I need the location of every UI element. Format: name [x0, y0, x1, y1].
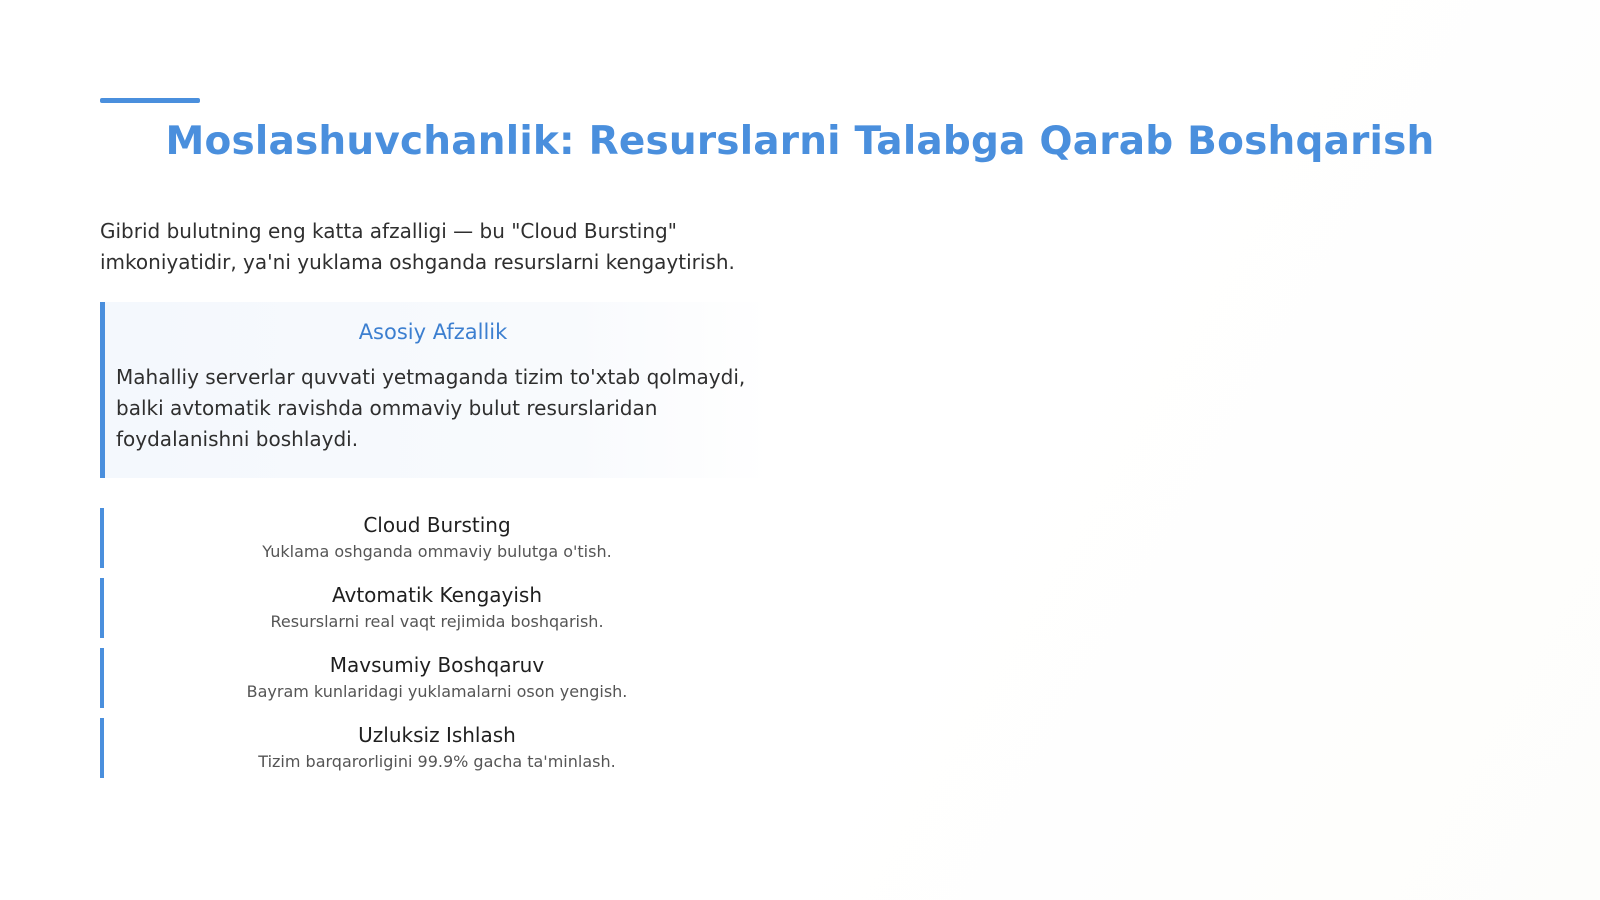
- feature-item: [100, 508, 770, 568]
- feature-list: [100, 508, 770, 788]
- title-accent-line: [100, 98, 200, 103]
- slide-title: Moslashuvchanlik: Resurslarni Talabga Qarab Boshqarish: [165, 119, 1435, 164]
- feature-title: Cloud Bursting: [363, 513, 511, 537]
- feature-item: [100, 718, 770, 778]
- feature-item: [100, 648, 770, 708]
- callout-title: Asosiy Afzallik: [358, 320, 508, 344]
- feature-description: Resurslarni real vaqt rejimida boshqarish.: [270, 612, 604, 631]
- feature-title: Avtomatik Kengayish: [331, 583, 543, 607]
- feature-title: Uzluksiz Ishlash: [358, 723, 516, 747]
- feature-title: Mavsumiy Boshqaruv: [329, 653, 545, 677]
- feature-description: Bayram kunlaridagi yuklamalarni oson yengish.: [246, 682, 628, 701]
- key-advantage-callout: [100, 302, 770, 478]
- feature-item: [100, 578, 770, 638]
- callout-text: Mahalliy serverlar quvvati yetmaganda tizim to'xtab qolmaydi, balki avtomatik ravishda ommaviy bulut resurslaridan foydalanishni boshlaydi.: [116, 365, 746, 451]
- feature-description: Tizim barqarorligini 99.9% gacha ta'minlash.: [258, 752, 616, 771]
- feature-description: Yuklama oshganda ommaviy bulutga o'tish.: [262, 542, 612, 561]
- intro-paragraph: Gibrid bulutning eng katta afzalligi — bu "Cloud Bursting" imkoniyatidir, ya'ni yuklama oshganda resurslarni kengaytirish.: [100, 219, 735, 274]
